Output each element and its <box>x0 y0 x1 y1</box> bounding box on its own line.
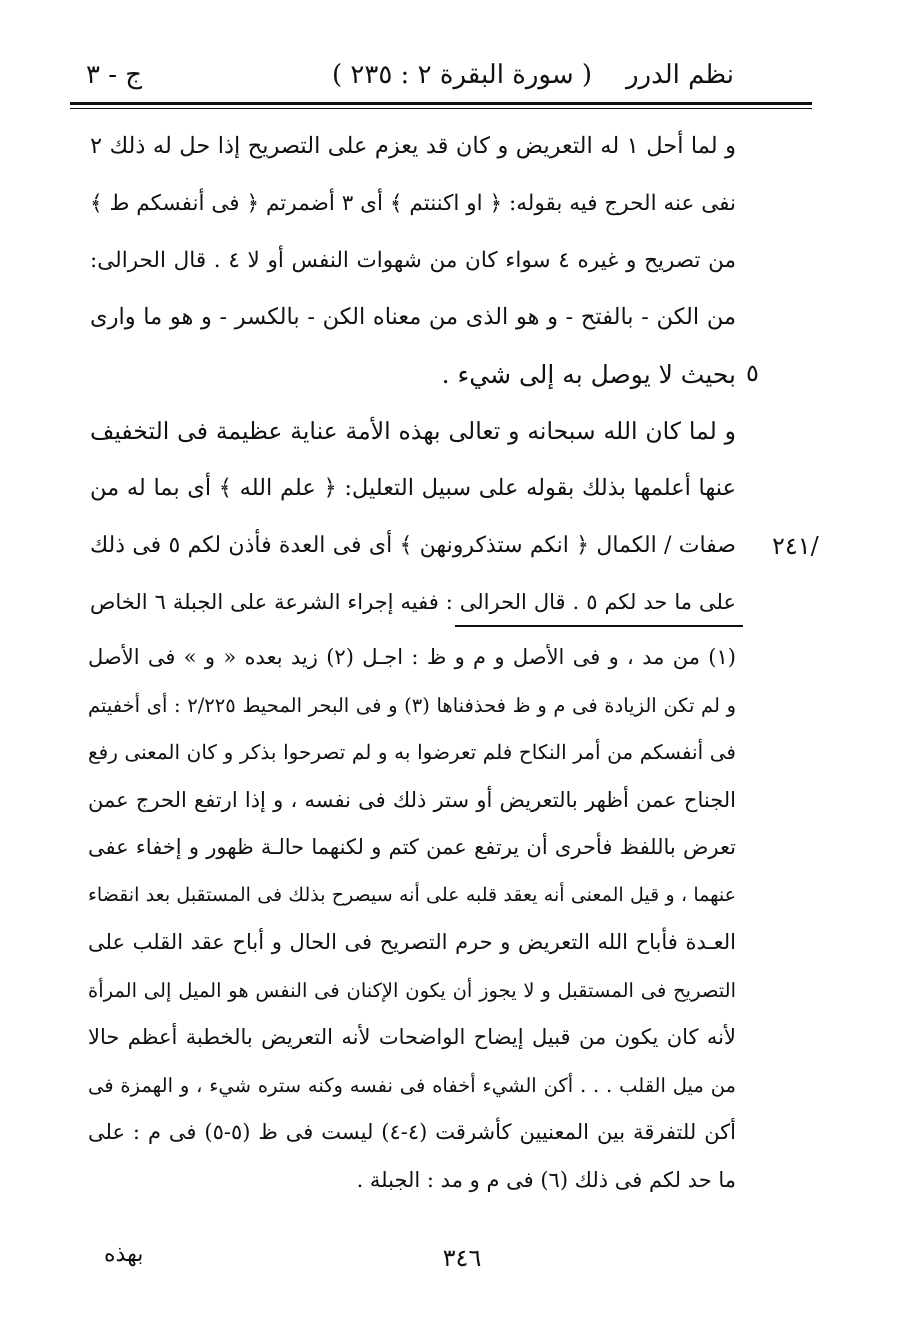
line-number-marker: ٥ <box>746 359 759 387</box>
footnote-line: فى أنفسكم من أمر النكاح فلم تعرضوا به و لم تصرحوا بذكر و كان المعنى رفع <box>88 740 736 764</box>
body-line: بحيث لا يوصل به إلى شيء . <box>441 360 736 389</box>
page-number: ٣٤٦ <box>442 1244 482 1272</box>
footnote-line: (١) من مد ، و فى الأصل و م و ظ : اجـل (٢) زيد بعده « و » فى الأصل <box>88 645 736 669</box>
body-line: من تصريح و غيره ٤ سواء كان من شهوات النفس أو لا ٤ . قال الحرالى: <box>90 248 736 273</box>
footnotes <box>88 634 736 1204</box>
body-line: صفات / الكمال ﴿ انكم ستذكرونهن ﴾ أى فى العدة فأذن لكم ٥ فى ذلك <box>90 533 736 558</box>
header-rule-thick <box>70 102 812 105</box>
footnote-line: الجناح عمن أظهر بالتعريض أو ستر ذلك فى نفسه ، و إذا ارتفع الحرج عمن <box>88 787 736 812</box>
footnote-line: لأنه كان يكون من قبيل إيضاح الواضحات لأنه التعريض بالخطبة أعظم حالا <box>88 1025 736 1049</box>
footnote-line: أكن للتفرقة بين المعنيين كأشرقت (٤-٤) ليست فى ظ (٥-٥) فى م : على <box>88 1120 737 1144</box>
body-line: نفى عنه الحرج فيه بقوله: ﴿ او اكننتم ﴾ أى ٣ أضمرتم ﴿ فى أنفسكم ط ﴾ <box>90 191 736 216</box>
margin-page-reference: /٢٤١ <box>772 532 819 560</box>
body-line: من الكن - بالفتح - و هو الذى من معناه الكن - بالكسر - و هو ما وارى <box>90 304 736 330</box>
main-text <box>90 118 736 631</box>
body-line: و لما أحل ١ له التعريض و كان قد يعزم على التصريح إذا حل له ذلك ٢ <box>90 133 736 159</box>
surah-reference: ( سورة البقرة ٢ : ٢٣٥ ) <box>331 60 593 90</box>
footnote-line: العـدة فأباح الله التعريض و حرم التصريح فى الحال و أباح عقد القلب على <box>88 930 736 954</box>
book-title: نظم الدرر <box>625 60 734 90</box>
footnote-line: عنهما ، و قيل المعنى أنه يعقد قلبه على أنه سيصرح بذلك فى المستقبل بعد انقضاء <box>88 883 736 906</box>
footnote-line: التصريح فى المستقبل و لا يجوز أن يكون الإكنان فى النفس هو الميل إلى المرأة <box>88 978 736 1002</box>
footnote-line: تعرض باللفظ فأحرى أن يرتفع عمن كتم و لكنهما حالـة ظهور و إخفاء عفى <box>88 835 736 859</box>
footnote-line: ما حد لكم فى ذلك (٦) فى م و مد : الجبلة . <box>356 1167 736 1192</box>
footnote-line: من ميل القلب . . . أكن الشيء أخفاه فى نفسه وكنه ستره شيء ، و الهمزة فى <box>88 1073 736 1097</box>
volume-number: ج - ٣ <box>86 60 143 90</box>
body-line: على ما حد لكم ٥ . قال الحرالى : ففيه إجراء الشرعة على الجبلة ٦ الخاص <box>90 590 736 614</box>
footnote-line: و لم تكن الزيادة فى م و ظ فحذفناها (٣) و فى البحر المحيط ٢/٢٢٥ : أى أخفيتم <box>88 693 736 717</box>
catchword: بهذه <box>104 1242 144 1267</box>
header-rule-thin <box>70 108 812 109</box>
body-line: و لما كان الله سبحانه و تعالى بهذه الأمة عناية عظيمة فى التخفيف <box>90 417 736 445</box>
footnote-separator <box>455 625 743 627</box>
body-line: عنها أعلمها بذلك بقوله على سبيل التعليل: ﴿ علم الله ﴾ أى بما له من <box>90 475 736 501</box>
